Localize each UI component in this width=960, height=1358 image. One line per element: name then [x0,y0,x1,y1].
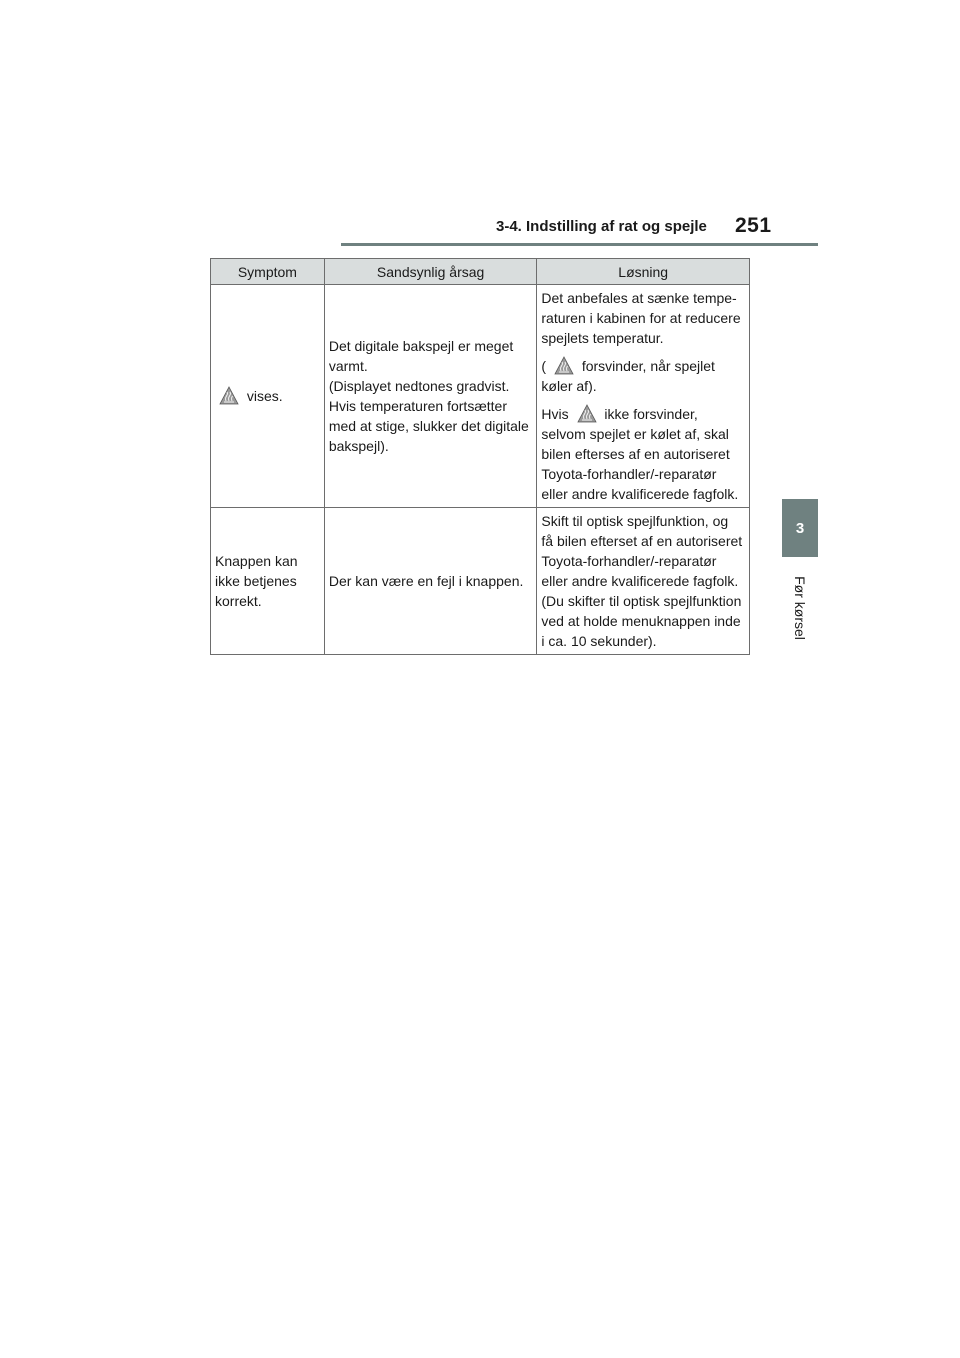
header-divider [341,243,818,246]
solution-text: ikke forsvinder, [604,406,698,422]
chapter-label: Før kørsel [792,576,808,640]
solution-cell [537,285,750,508]
solution-paragraph [541,356,745,396]
cause-line: bakspejl). [328,438,389,454]
symptom-cell [211,285,325,508]
symptom-line: Knappen kan [215,553,298,569]
symptom-cell [211,508,325,655]
table-row [211,508,750,655]
solution-line: selvom spejlet er kølet af, skal [541,426,729,442]
solution-line: eller andre kvalificerede fagfolk. [541,573,739,589]
mirror-temperature-warning-icon [219,386,239,405]
symptom-line: ikke betjenes [215,573,297,589]
solution-paragraph [541,288,745,348]
solution-text: ( [541,358,547,374]
page-number: 251 [735,214,772,237]
troubleshooting-table [210,258,750,655]
table-row [211,285,750,508]
solution-text: forsvinder, når spejlet [581,358,715,374]
section-title: 3-4. Indstilling af rat og spejle [496,218,707,235]
symptom-line: korrekt. [215,593,262,609]
solution-line: ved at holde menuknappen inde [541,613,741,629]
symptom-text: vises. [246,388,283,404]
solution-line: Skift til optisk spejlfunktion, og [541,513,729,529]
solution-line: Det anbefales at sænke tempe- [541,290,737,306]
column-header-solution: Løsning [537,259,750,285]
mirror-temperature-warning-icon [577,404,597,423]
solution-cell [537,508,750,655]
cause-line: varmt. [328,358,368,374]
column-header-cause: Sandsynlig årsag [324,259,537,285]
solution-paragraph [541,404,745,504]
table-header-row [211,259,750,285]
solution-line: Toyota-forhandler/-reparatør [541,466,717,482]
solution-line: få bilen efterset af en autoriseret [541,533,743,549]
solution-line: spejlets temperatur. [541,330,664,346]
cause-cell [324,285,537,508]
solution-line: Toyota-forhandler/-reparatør [541,553,717,569]
solution-line: køler af). [541,378,597,394]
solution-line: raturen i kabinen for at reducere [541,310,741,326]
cause-line: Det digitale bakspejl er meget [328,338,514,354]
solution-text: Hvis [541,406,569,422]
mirror-temperature-warning-icon [554,356,574,375]
cause-line: Hvis temperaturen fortsætter [328,398,507,414]
cause-cell: Der kan være en fejl i knappen. [324,508,537,655]
solution-line: i ca. 10 sekunder). [541,633,657,649]
chapter-number: 3 [795,519,805,537]
solution-line: bilen efterses af en autoriseret [541,446,730,462]
cause-line: med at stige, slukker det digitale [328,418,529,434]
solution-line: (Du skifter til optisk spejlfunktion [541,593,742,609]
column-header-symptom: Symptom [211,259,325,285]
cause-line: (Displayet nedtones gradvist. [328,378,510,394]
solution-line: eller andre kvalificerede fagfolk. [541,486,739,502]
chapter-tab [782,499,818,557]
